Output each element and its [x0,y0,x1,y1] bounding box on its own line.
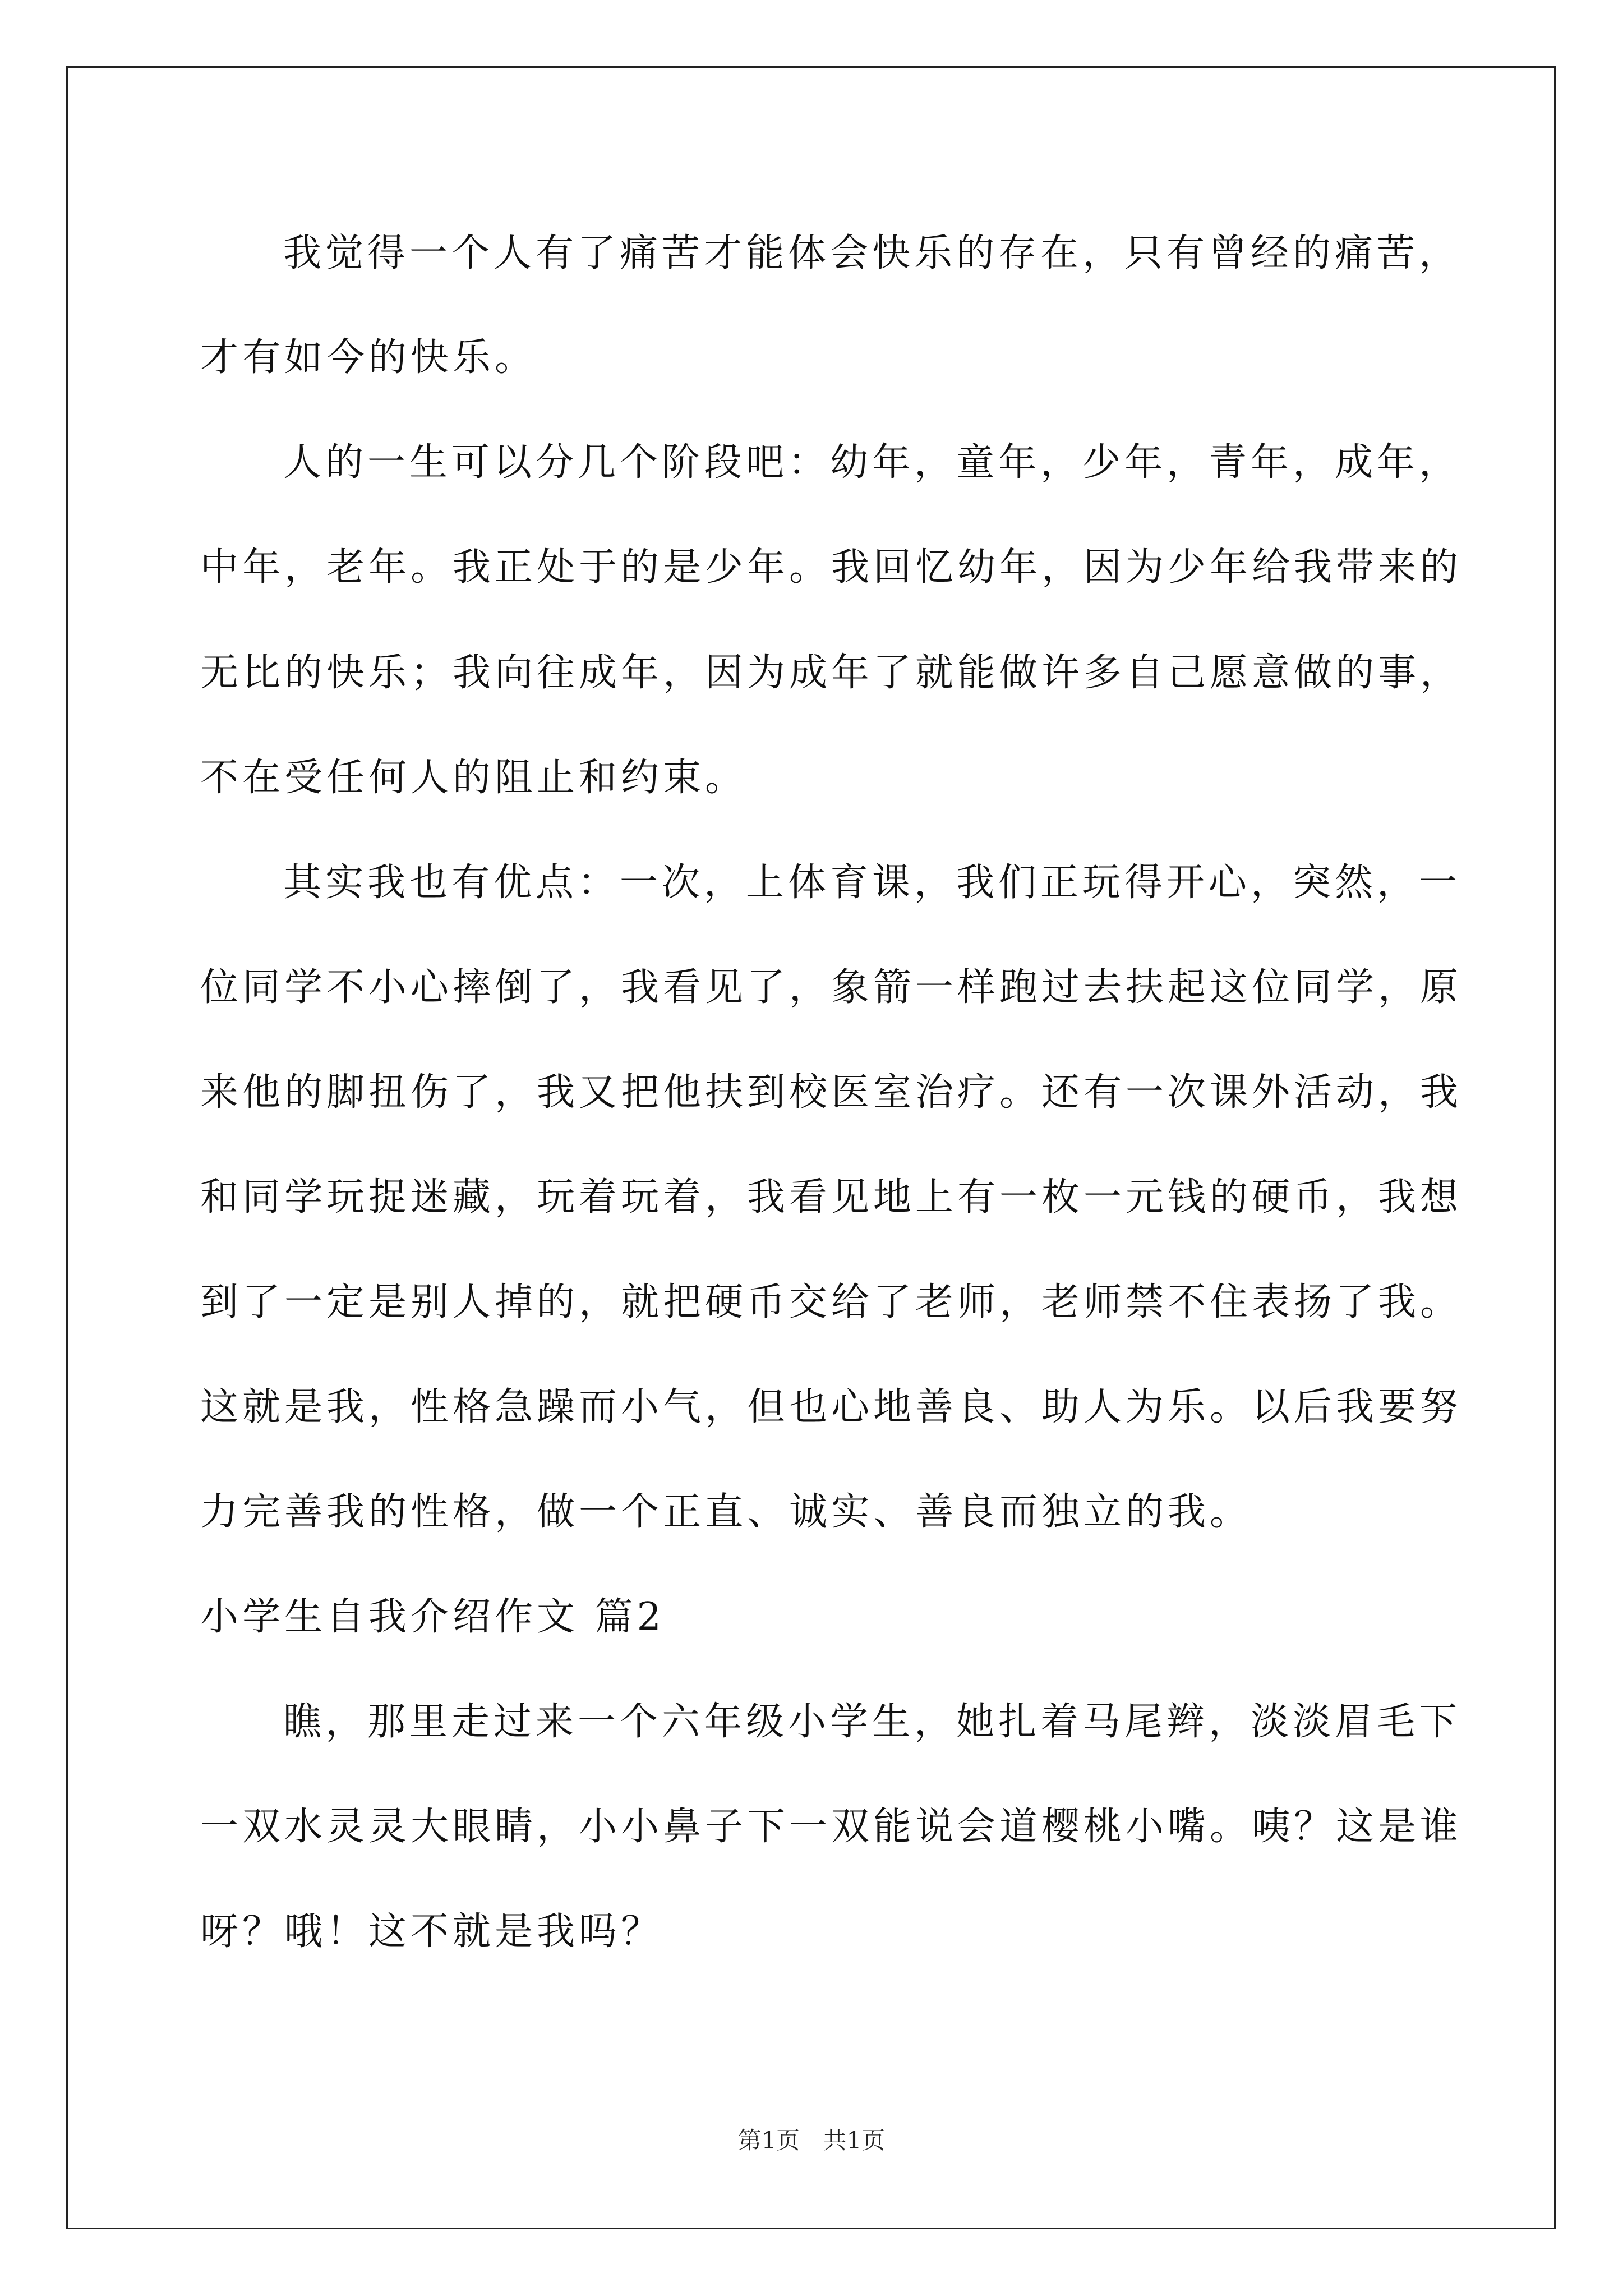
paragraph-3-line-2: 位同学不小心摔倒了，我看见了，象箭一样跑过去扶起这位同学，原 [200,965,1463,1010]
paragraph-3-line-3: 来他的脚扭伤了，我又把他扶到校医室治疗。还有一次课外活动，我 [200,1070,1463,1115]
paragraph-1-line-2: 才有如今的快乐。 [200,335,537,380]
page-footer [0,2129,1623,2152]
page-border [66,66,1556,2229]
paragraph-2-line-2: 中年，老年。我正处于的是少年。我回忆幼年，因为少年给我带来的 [200,545,1463,590]
paragraph-4-line-1: 瞧，那里走过来一个六年级小学生，她扎着马尾辫，淡淡眉毛下 [283,1700,1461,1744]
paragraph-3-line-1: 其实我也有优点：一次，上体育课，我们正玩得开心，突然，一 [283,861,1461,905]
paragraph-4-line-2: 一双水灵灵大眼睛，小小鼻子下一双能说会道樱桃小嘴。咦？这是谁 [200,1805,1463,1849]
paragraph-2-line-1: 人的一生可以分几个阶段吧：幼年，童年，少年，青年，成年， [283,440,1461,485]
paragraph-3-line-4: 和同学玩捉迷藏，玩着玩着，我看见地上有一枚一元钱的硬币，我想 [200,1175,1463,1220]
paragraph-3-line-6: 这就是我，性格急躁而小气，但也心地善良、助人为乐。以后我要努 [200,1385,1463,1429]
section-heading: 小学生自我介绍作文 篇2 [200,1595,665,1639]
page-number-total: 共1页 [823,2127,886,2154]
page-number-current: 第1页 [737,2127,800,2154]
paragraph-3-line-7: 力完善我的性格，做一个正直、诚实、善良而独立的我。 [200,1490,1252,1534]
paragraph-3-line-5: 到了一定是别人掉的，就把硬币交给了老师，老师禁不住表扬了我。 [200,1280,1463,1324]
paragraph-2-line-3: 无比的快乐；我向往成年，因为成年了就能做许多自己愿意做的事， [200,651,1463,695]
paragraph-2-line-4: 不在受任何人的阻止和约束。 [200,756,748,800]
paragraph-1-line-1: 我觉得一个人有了痛苦才能体会快乐的存在，只有曾经的痛苦， [283,231,1461,275]
paragraph-4-line-3: 呀？哦！这不就是我吗？ [200,1910,663,1954]
